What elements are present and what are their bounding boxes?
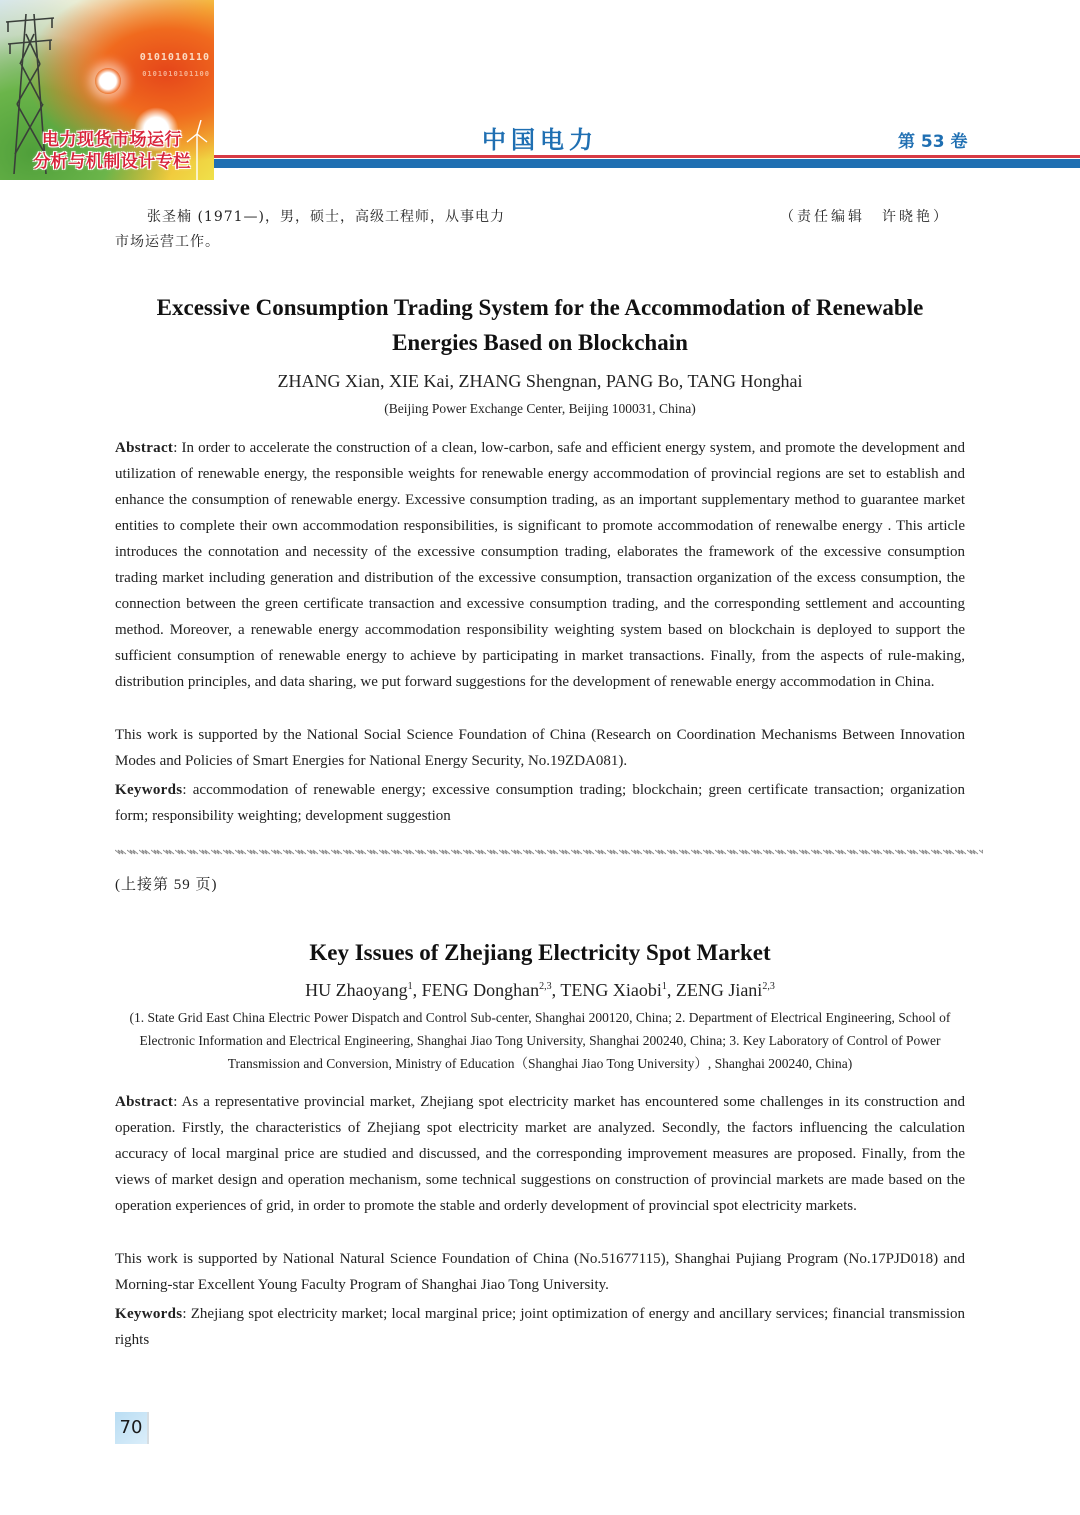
- column-caption: [22, 129, 202, 173]
- responsible-editor: （责任编辑 许晓艳）: [780, 209, 950, 225]
- article1-abstract-label: Abstract: [115, 440, 174, 456]
- article1-abstract-text: : In order to accelerate the construction of a clean, low-carbon, safe and efficient energy system, and promote the development and utilization of renewable energy, the responsible weights for renewable energy accommodation of provincial regions are set to establish and enhance the consumption of renewable energy. Excessive consumption trading, as an important supplementary method to guarantee market entities to complete their own accommodation responsibilities, is significant to promote accommodation of renewalbe energy . This article introduces the connotation and necessity of the excessive consumption trading, elaborates the framework of the excessive consumption trading market including generation and distribution of the excessive consumption, transaction organization of the excess consumption, the connection between the green certificate transaction and excessive consumption trading, and the corresponding settlement and accounting method. Moreover, a renewable energy accommodation responsibility weighting system based on blockchain is deployed to support the sufficient consumption of renewable energy to achieve by participating in market transactions. Finally, from the aspects of rule-making, distribution principles, and data sharing, we put forward suggestions for the development of renewable energy accommodation in China.: [115, 440, 965, 690]
- journal-title: 中国电力: [482, 126, 598, 154]
- header-rule-blue: [214, 159, 1080, 168]
- article2-keywords-label: Keywords: [115, 1306, 183, 1322]
- affiliation-marker: 1: [661, 981, 667, 992]
- article1-authors: ZHANG Xian, XIE Kai, ZHANG Shengnan, PANG Bo, TANG Honghai: [277, 371, 803, 391]
- author-name: TENG Xiaobi: [560, 980, 662, 1000]
- glow-orb-decoration: [95, 68, 121, 94]
- column-caption-line2: 分析与机制设计专栏: [33, 152, 191, 172]
- author-name: HU Zhaoyang: [305, 980, 408, 1000]
- article2-affiliation: (1. State Grid East China Electric Power Dispatch and Control Sub-center, Shanghai 200120, China; 2. Department of Electrical Engineering, School of Electronic Information and Electrical Engineering, Shanghai Jiao Tong University, Shanghai 200240, China; 3. Key Laboratory of Control of Power Transmission and Conversion, Ministry of Education（Shanghai Jiao Tong University）, Shanghai 200240, China): [129, 1010, 951, 1071]
- section-divider: [115, 846, 983, 858]
- article1-abstract: [115, 435, 965, 695]
- article1-funding: This work is supported by the National Social Science Foundation of China (Research on Coordination Mechanisms Between Innovation Modes and Policies of Smart Energies for National Energy Security, No.19ZDA081).: [115, 727, 965, 769]
- header-rule-red: [214, 155, 1080, 158]
- article2-keywords-text: : Zhejiang spot electricity market; local marginal price; joint optimization of energy and ancillary services; financial transmission rights: [115, 1306, 965, 1348]
- affiliation-marker: 1: [407, 981, 413, 992]
- article2-authors: HU Zhaoyang$^1$, FENG Donghan$^{2,3}$, TENG Xiaobi$^1$, ZENG Jiani$^{2,3}$: [305, 980, 775, 1000]
- column-banner-image: [0, 0, 214, 180]
- volume-label: 第 53 卷: [898, 132, 968, 152]
- author-name: ZENG Jiani: [675, 980, 763, 1000]
- affiliation-marker: 2,3: [539, 981, 552, 992]
- article1-title-line1: Excessive Consumption Trading System for the Accommodation of Renewable: [156, 295, 924, 320]
- article2-abstract-text: : As a representative provincial market, Zhejiang spot electricity market has encountered some challenges in its construction and operation. Firstly, the characteristics of Zhejiang spot electricity market are analyzed. Secondly, the factors influencing the calculation accuracy of local marginal price are studied and discussed, and the corresponding improvement measures are proposed. Finally, from the views of market design and operation mechanism, some technical suggestions on construction of provincial markets are made based on the operation experiences of grid, in order to promote the stable and orderly development of provincial spot electricity markets.: [115, 1094, 965, 1214]
- column-caption-line1: 电力现货市场运行: [42, 130, 182, 150]
- affiliation-marker: 2,3: [762, 981, 775, 992]
- article1-title: [115, 290, 965, 360]
- article2-keywords: [115, 1301, 965, 1353]
- author-name: FENG Donghan: [421, 980, 540, 1000]
- article2-title: Key Issues of Zhejiang Electricity Spot Market: [309, 940, 771, 965]
- binary-text-decoration: 0101010101100: [142, 70, 210, 78]
- author-bio-line2: 市场运营工作。: [115, 234, 220, 250]
- article1-keywords-text: : accommodation of renewable energy; excessive consumption trading; blockchain; green certificate transaction; organization form; responsibility weighting; development suggestion: [115, 782, 965, 824]
- page-number: 70: [115, 1412, 149, 1444]
- article2-abstract: [115, 1089, 965, 1219]
- article2-abstract-label: Abstract: [115, 1094, 174, 1110]
- author-bio-line1: 张圣楠 (1971—)，男，硕士，高级工程师，从事电力: [147, 209, 506, 225]
- article1-keywords: [115, 777, 965, 829]
- author-bio: [115, 205, 535, 255]
- article1-title-line2: Energies Based on Blockchain: [392, 330, 688, 355]
- article1-affiliation: (Beijing Power Exchange Center, Beijing 100031, China): [384, 401, 696, 416]
- article2-funding: This work is supported by National Natural Science Foundation of China (No.51677115), Shanghai Pujiang Program (No.17PJD018) and Morning-star Excellent Young Faculty Program of Shanghai Jiao Tong University.: [115, 1251, 965, 1293]
- binary-text-decoration: 0101010110: [139, 52, 210, 63]
- article1-keywords-label: Keywords: [115, 782, 183, 798]
- continued-from-note: (上接第 59 页): [115, 877, 218, 893]
